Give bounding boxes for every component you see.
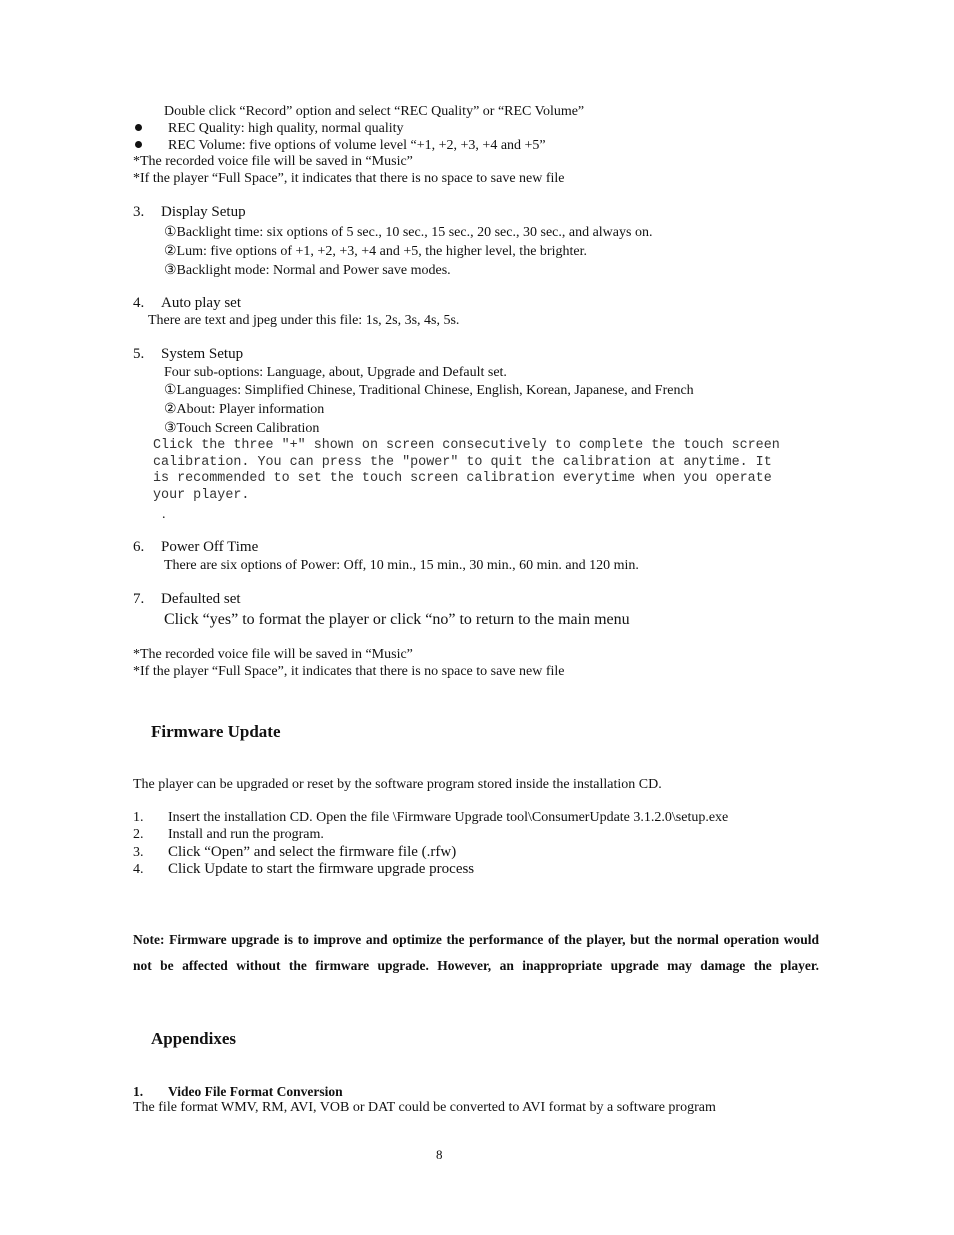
section-7-number: 7. [133, 591, 145, 607]
firmware-intro: The player can be upgraded or reset by the software program stored inside the installation CD. [133, 777, 662, 792]
firmware-note: Note: Firmware upgrade is to improve and optimize the performance of the player, but the normal operation would not be affected without the firmware upgrade. However, an inappropriate upgrade may damage the player. [133, 932, 819, 973]
calibration-text-line: your player. [153, 488, 250, 503]
appendix-text: The file format WMV, RM, AVI, VOB or DAT could be converted to AVI format by a software program [133, 1100, 716, 1115]
section-3-line: ②Lum: five options of +1, +2, +3, +4 and +5, the higher level, the brighter. [164, 244, 587, 259]
rec-note-music: *The recorded voice file will be saved in “Music” [133, 154, 413, 169]
appendix-sub-number: 1. [133, 1084, 144, 1099]
firmware-step-number: 4. [133, 862, 144, 877]
stray-dot: . [162, 507, 166, 522]
appendixes-heading: Appendixes [151, 1029, 237, 1048]
firmware-step-text: Click “Open” and select the firmware file (.rfw) [168, 844, 457, 860]
section-4-line: There are text and jpeg under this file: 1s, 2s, 3s, 4s, 5s. [148, 313, 460, 328]
rec-quality-item: REC Quality: high quality, normal quality [168, 121, 404, 136]
firmware-step-number: 2. [133, 827, 144, 842]
bullet-dot [135, 141, 142, 148]
calibration-text-line: is recommended to set the touch screen calibration everytime when you operate [153, 471, 772, 486]
calibration-text-line: Click the three "+" shown on screen consecutively to complete the touch screen [153, 438, 780, 453]
page-number: 8 [436, 1147, 443, 1162]
rec-intro: Double click “Record” option and select “REC Quality” or “REC Volume” [164, 104, 585, 119]
section-5-line: ①Languages: Simplified Chinese, Traditional Chinese, English, Korean, Japanese, and French [164, 383, 694, 398]
firmware-step-number: 1. [133, 810, 144, 825]
section-5-number: 5. [133, 346, 145, 362]
note-full-space: *If the player “Full Space”, it indicates that there is no space to save new file [133, 664, 565, 679]
section-5-title: System Setup [161, 346, 244, 362]
section-7-title: Defaulted set [161, 591, 241, 607]
appendix-sub-title: Video File Format Conversion [168, 1084, 343, 1099]
section-3-line: ①Backlight time: six options of 5 sec., 10 sec., 15 sec., 20 sec., 30 sec., and always on. [164, 225, 653, 240]
section-4-number: 4. [133, 295, 145, 311]
section-6-number: 6. [133, 539, 145, 555]
firmware-step-number: 3. [133, 845, 144, 860]
firmware-step-text: Install and run the program. [168, 827, 324, 842]
calibration-text-line: calibration. You can press the "power" to quit the calibration at anytime. It [153, 455, 772, 470]
section-3-title: Display Setup [161, 204, 246, 220]
rec-volume-item: REC Volume: five options of volume level “+1, +2, +3, +4 and +5” [168, 138, 546, 153]
section-5-line: ③Touch Screen Calibration [164, 421, 320, 436]
section-3-line: ③Backlight mode: Normal and Power save modes. [164, 263, 451, 278]
section-6-title: Power Off Time [161, 539, 259, 555]
note-music: *The recorded voice file will be saved in “Music” [133, 647, 413, 662]
firmware-heading: Firmware Update [151, 722, 281, 741]
section-6-line: There are six options of Power: Off, 10 min., 15 min., 30 min., 60 min. and 120 min. [164, 558, 639, 573]
section-7-line: Click “yes” to format the player or click “no” to return to the main menu [164, 611, 630, 628]
firmware-step-text: Insert the installation CD. Open the file \Firmware Upgrade tool\ConsumerUpdate 3.1.2.0\setup.exe [168, 810, 729, 825]
section-4-title: Auto play set [161, 295, 241, 311]
bullet-dot [135, 124, 142, 131]
rec-note-full-space: *If the player “Full Space”, it indicates that there is no space to save new file [133, 171, 565, 186]
section-5-line: Four sub-options: Language, about, Upgrade and Default set. [164, 365, 507, 380]
section-3-number: 3. [133, 204, 145, 220]
section-5-line: ②About: Player information [164, 402, 325, 417]
firmware-step-text: Click Update to start the firmware upgrade process [168, 861, 475, 877]
